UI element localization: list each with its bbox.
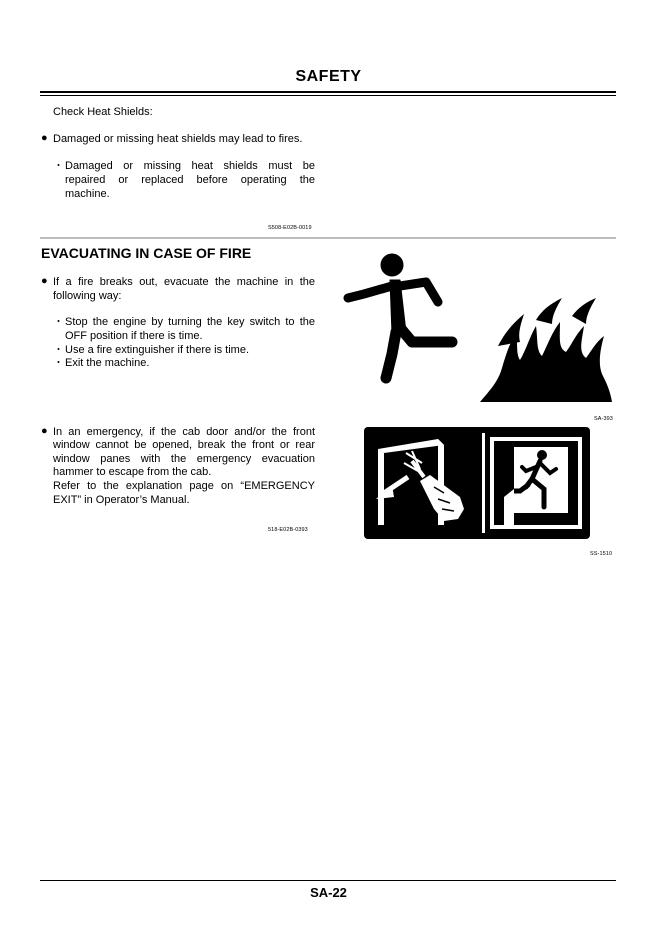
heat-shield-heading: Check Heat Shields:	[53, 106, 153, 118]
fire-icon	[480, 298, 612, 402]
heat-shield-sub-line1: Damaged or missing heat shields must be	[65, 160, 315, 172]
fire-intro-line1: If a fire breaks out, evacuate the machine in the	[53, 276, 315, 288]
page-title: SAFETY	[295, 68, 362, 85]
doc-code: 518-E02B-0393	[268, 527, 308, 533]
fire-step1-line1: Stop the engine by turning the key switch to the	[65, 316, 315, 328]
bullet-icon: ●	[41, 275, 48, 287]
exit-running-icon	[490, 437, 582, 529]
section-divider	[40, 237, 616, 239]
emergency-exit-figure	[364, 427, 590, 539]
figure-code: SS-1510	[590, 551, 613, 557]
running-person-icon	[348, 254, 452, 378]
sub-bullet-icon: ・	[53, 316, 64, 328]
divider	[482, 433, 485, 533]
fire-step2: Use a fire extinguisher if there is time.	[65, 344, 250, 356]
emergency-line3: window panes with the emergency evacuation	[53, 453, 315, 465]
emergency-line4: hammer to escape from the cab.	[53, 466, 212, 478]
header-rule-thin	[40, 95, 616, 96]
emergency-line6: EXIT” in Operator’s Manual.	[53, 494, 190, 506]
emergency-line2: window cannot be opened, break the front or rear	[53, 439, 315, 451]
emergency-line1: In an emergency, if the cab door and/or the front	[53, 426, 315, 438]
heat-shield-bullet: Damaged or missing heat shields may lead to fires.	[53, 133, 303, 145]
fire-step3: Exit the machine.	[65, 357, 150, 369]
header-rule	[40, 91, 616, 93]
evacuate-fire-figure	[340, 250, 616, 408]
sub-bullet-icon: ・	[53, 357, 64, 369]
heat-shield-sub-line3: machine.	[65, 188, 110, 200]
emergency-line5: Refer to the explanation page on “EMERGENCY	[53, 480, 315, 492]
heat-shield-sub-line2: repaired or replaced before operating the	[65, 174, 315, 186]
sub-bullet-icon: ・	[53, 344, 64, 356]
footer-rule	[40, 880, 616, 881]
section-title: EVACUATING IN CASE OF FIRE	[41, 245, 252, 261]
page-number: SA-22	[310, 885, 347, 900]
figure-code: SA-393	[594, 416, 613, 422]
break-window-icon	[372, 435, 472, 531]
sub-bullet-icon: ・	[53, 160, 64, 172]
bullet-icon: ●	[41, 425, 48, 437]
fire-step1-line2: OFF position if there is time.	[65, 330, 203, 342]
fire-intro-line2: following way:	[53, 290, 122, 302]
bullet-icon: ●	[41, 132, 48, 144]
doc-code: S508-E02B-0019	[268, 225, 312, 231]
